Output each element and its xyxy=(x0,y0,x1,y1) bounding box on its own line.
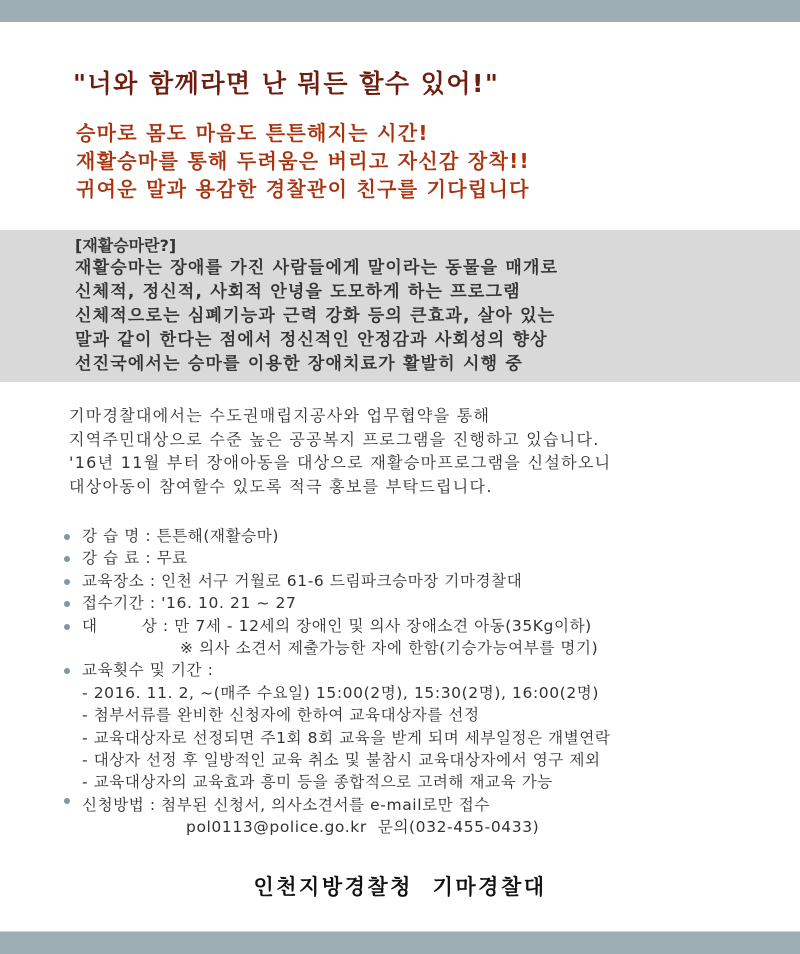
intro-line: 지역주민대상으로 수준 높은 공공복지 프로그램을 진행하고 있습니다. xyxy=(69,429,600,449)
session-item: - 교육대상자의 교육효과 흥미 등을 종합적으로 고려해 재교육 가능 xyxy=(82,773,553,792)
detail-fee xyxy=(62,547,610,569)
detail-value: : 무료 xyxy=(145,549,188,568)
detail-location xyxy=(62,570,610,592)
bullet-icon xyxy=(64,556,70,562)
detail-application xyxy=(62,794,610,816)
detail-value: : 튼튼해(재활승마) xyxy=(145,527,279,545)
slogan-line: 귀여운 말과 용감한 경찰관이 친구를 기다립니다 xyxy=(76,177,530,201)
detail-target xyxy=(62,615,610,637)
top-decorative-band xyxy=(0,0,800,22)
intro-paragraph xyxy=(69,404,611,498)
intro-line: '16년 11월 부터 장애아동을 대상으로 재활승마프로그램을 신설하오니 xyxy=(69,453,612,472)
info-line: 말과 같이 한다는 점에서 정신적인 안정감과 사회성의 향상 xyxy=(75,330,548,350)
info-box-title: [재활승마란?] xyxy=(75,236,177,255)
detail-value: : 인천 서구 거월로 61-6 드림파크승마장 기마경찰대 xyxy=(149,571,523,590)
detail-label: 강 습 명 xyxy=(82,527,140,545)
detail-label: 강 습 료 xyxy=(82,549,140,568)
detail-label: 신청방법 xyxy=(82,795,145,814)
detail-value: : 만 7세 - 12세의 장애인 및 의사 장애소견 아동(35Kg이하) xyxy=(162,616,592,635)
detail-label: 교육장소 xyxy=(82,571,145,590)
bullet-icon xyxy=(64,534,70,540)
session-item: - 2016. 11. 2, ~(매주 수요일) 15:00(2명), 15:30(2명), 16:00(2명) xyxy=(82,683,600,702)
headline: "너와 함께라면 난 뭐든 할수 있어!" xyxy=(73,69,500,98)
bullet-icon xyxy=(64,624,70,630)
bullet-icon xyxy=(64,579,70,585)
info-line: 재활승마는 장애를 가진 사람들에게 말이라는 동물을 매개로 xyxy=(75,258,559,278)
slogan-line: 재활승마를 통해 두려움은 버리고 자신감 장착!! xyxy=(76,149,530,173)
info-line: 선진국에서는 승마를 이용한 장애치료가 활발히 시행 중 xyxy=(75,354,524,374)
contact-info: pol0113@police.go.kr 문의(032-455-0433) xyxy=(186,818,540,837)
info-box xyxy=(0,230,800,382)
intro-line: 기마경찰대에서는 수도권매립지공사와 업무협약을 통해 xyxy=(69,406,491,425)
program-details xyxy=(62,525,610,839)
detail-value: : '16. 10. 21 ~ 27 xyxy=(149,594,297,613)
intro-line: 대상아동이 참여할수 있도록 적극 홍보를 부탁드립니다. xyxy=(69,476,493,496)
session-item: - 첨부서류를 완비한 신청자에 한하여 교육대상자를 선정 xyxy=(82,706,480,725)
detail-label: 접수기간 xyxy=(82,594,145,613)
bottom-decorative-band xyxy=(0,931,800,954)
session-item: - 대상자 선정 후 일방적인 교육 취소 및 불참시 교육대상자에서 영구 제외 xyxy=(82,751,601,770)
slogan-line: 승마로 몸도 마음도 튼튼해지는 시간! xyxy=(76,121,429,145)
slogan-block xyxy=(76,119,530,203)
detail-label: 교육횟수 및 기간 : xyxy=(82,661,214,680)
detail-label: 대 상 xyxy=(82,616,158,635)
detail-period xyxy=(62,592,610,614)
detail-value: : 첨부된 신청서, 의사소견서를 e-mail로만 접수 xyxy=(149,795,490,814)
info-line: 신체적으로는 심폐기능과 근력 강화 등의 큰효과, 살아 있는 xyxy=(75,306,556,326)
organization-name: 인천지방경찰청 기마경찰대 xyxy=(253,875,547,899)
detail-target-note: ※ 의사 소견서 제출가능한 자에 한함(기승가능여부를 명기) xyxy=(180,639,599,658)
detail-sessions xyxy=(62,659,610,681)
bullet-icon xyxy=(64,601,70,607)
session-item: - 교육대상자로 선정되면 주1회 8회 교육을 받게 되며 세부일정은 개별연락 xyxy=(82,728,611,747)
detail-course-name xyxy=(62,525,610,547)
bullet-icon xyxy=(64,668,70,674)
bullet-icon xyxy=(64,798,70,804)
info-line: 신체적, 정신적, 사회적 안녕을 도모하게 하는 프로그램 xyxy=(75,282,521,302)
